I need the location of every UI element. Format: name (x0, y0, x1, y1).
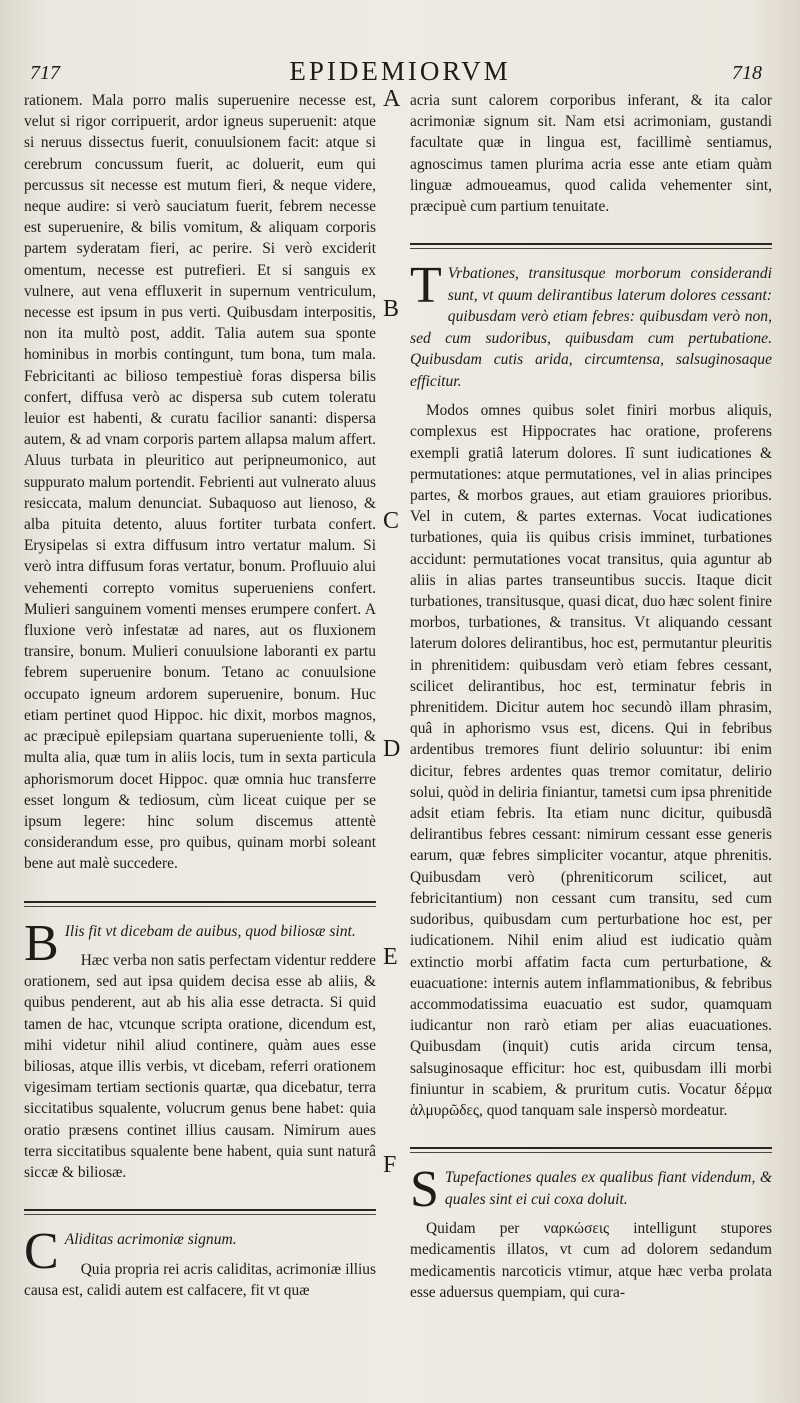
margin-letter-c: C (383, 508, 400, 534)
lemma-heading (24, 914, 376, 972)
commentary-paragraph: acria sunt calorem corporibus inferant, & ita calor acrimoniæ signum sit. Nam etsi acrimoniam, gustandi facultate quæ in lingua est, facillimè sentiamus, agnoscimus tamen plurima acria esse ante etiam quàm linguæ admoueamus, quod calida vehementer sint, præcipuè cum partium tenuitate. (410, 92, 772, 216)
margin-letter-b: B (383, 296, 400, 322)
running-title: EPIDEMIORVM (289, 56, 511, 86)
page-number-right: 718 (732, 62, 762, 84)
commentary-paragraph: Quidam per ναρκώσεις intelligunt stupores medicamentis illatos, vt cum ad dolorem sedandum medicamentis narcoticis vtimur, atque hæc verba prolata esse aduersus quempiam, qui cura- (410, 1220, 772, 1301)
lemma-text: Tupefactiones quales ex qualibus fiant videndum, & quales sint ei cui coxa doluit. (444, 1169, 772, 1208)
section-rule (410, 1147, 772, 1153)
lemma-text: Vrbationes, transitusque morborum considerandi sunt, vt quum delirantibus laterum dolores cessant: quibusdam verò etiam febres: quibusdam verò non, sed cum sudoribus, quibusdam cum pertubatione. Quibusdam cutis arida, circumtensa, salsuginosaque efficitur. (410, 265, 772, 390)
section-rule (24, 1209, 376, 1215)
lemma-heading (410, 1161, 772, 1219)
commentary-paragraph: Hæc verba non satis perfectam videntur reddere orationem, sed aut ipsa quidem decisa esse ab aliis, & quibus penderent, aut ab his alia esse detracta. Si quid tamen de hac, vtcunque scripta oratione, dicendum est, mihi videtur nihil aliud continere, quàm aues esse biliosas, atque illis verbis, vt dicebam, referri orationem vigesimam tertiam sectionis quartæ, qua dicebatur, terra siccitatibus squalente, volucrum genus bene habet: quia oratio præsens continet illius causam. Nimirum aues terra siccitatibus squalente bene habent, quia sunt naturâ siccæ & biliosæ. (24, 952, 376, 1182)
commentary-paragraph: rationem. Mala porro malis superuenire necesse est, velut si rigor corripuerit, ardor igneus superuenit: atque si neruus dissectus fuerit, conuulsionem facit: atque si cerebrum concussum fuerit, ac doluerit, eum qui percussus sit necesse est mutum fieri, & neque videre, neque audire: si verò sauciatum fuerit, febrem necesse est superuenire, & bilis vomitum, & aliquam corporis partem syderatam fieri, ac perire. Si verò exciderit omentum, necesse est putrefieri. Et si sanguis ex vulnere, aut vena effluxerit in supernum ventriculum, necesse est ipsum in pus verti. Quibusdam interpositis, non ita multò post, addit. Talia autem sua sponte hominibus in morbis contingunt, tum bona, tum mala. Febricitanti ac bilioso tempestiuè foras dispersa bilis confert, diffusa verò ac dispersa sub cutem toleratu leuior est habenti, & curatu facilior sananti: dispersa autem, & ad vnam corporis partem allapsa malum affert. Aluus turbata in pleuritico aut peripneumonico, aut suppurato malum portendit. Febrienti aut vulnerato aluus resiccata, malum denunciat. Subaquoso aut lienoso, & alba pituita detento, aluus fortiter turbata confert. Erysipelas si extra diffusum intro vertatur malum. Si verò intra diffusum foras vertatur, bonum. Profluuio alui vehementi correpto vomitus superueniens confert. Mulieri sanguinem vomenti menses erumpere confert. A fluxione verò infestatæ ad nares, aut os fluxionem transire, bonum. Mulieri conuulsione laboranti ex partu febrem superuenire bonum. Tetano ac conuulsione occupato igneum ardorem superuenire, bonum. Huc etiam pertinet quod Hippoc. hic dixit, morbos magnos, ac præcipuè epilepsiam quartana superueniente tolli, & multa alia, quæ tum in aliis locis, tum in sexta particula aphorismorum docet Hippoc. quæ omnia huc transferre esset longum & tediosum, cùm liceat cuique per se ipsum legere: hinc solum discemus attentè considerandum esse, pro quibus, quinam morbi soleant bene aut malè succedere. (24, 92, 376, 873)
section-rule (24, 901, 376, 907)
drop-cap: T (410, 257, 442, 315)
section-rule (410, 243, 772, 249)
commentary-paragraph: Quia propria rei acris caliditas, acrimoniæ illius causa est, calidi autem est calfacere, fit vt quæ (24, 1260, 376, 1299)
commentary-paragraph: Modos omnes quibus solet finiri morbus aliquis, complexus est Hippocrates hac oratione, proferens exempli gratiâ laterum dolores. Iî sunt iudicationes & permutationes: atque permutationes, vel in alias principes partes, & morbos graues, aut etiam grauiores prioribus. Vel in cutem, & partes externas. Vocat iudicationes turbationes, quia iis quibus crisis imminet, turbationes accidunt: permutationes vocat transitus, quia aguntur ab aliis in alias partes transeuntibus succis. Itaque dicit turbationes, transitusque, quasi dicat, duo hæc solent finire morbos, turbationes, & transitus. Vt aliquando cessant laterum dolores delirantibus, hoc est, permutantur pleuritis in phrenitidem: quibusdam verò etiam febres cessant, scilicet delirantibus, hoc est, terminatur febris in phrenitidem. Dicitur autem hoc secundò illam phrasim, quâ in aphorismo vsus est, dicens. Qui in febribus ardentibus tremores fiunt delirio soluuntur: ibi enim dicitur, febres ardentes quas tremor comitatur, delirio solui, quòd in deliria finiantur, tametsi cum ipsa phrenitide adsit etiam febris. Ita etiam nunc dicitur, quibusdã delirantibus febres cessant: nimirum cessant esse generis earum, quæ febres simpliciter vocantur, atque phrenitis. Quibusdam verò (phreniticorum scilicet, aut febricitantium) non cessant cum transitu, sed cum sudoribus, quibusdam cum perturbatione hoc est, per iudicationem. Nihil enim aliud est iudicatio quàm extinctio morbi affatim facta cum perturbatione, & euacuatione: internis autem inflammationibus, & febribus accommodatissima euacuatio est sudor, quamquam iudicantur non rarò etiam per alias euacuationes. Quibusdam (inquit) cutis arida circum tensa, salsuginosaque efficitur: hoc est, quibusdam illi morbi finiuntur in scabiem, & pruritum cutis. Vocatur δέρμα ἁλμυρῶδες, quod tanquam sale inspersò mordeatur. (410, 402, 772, 1119)
margin-letter-e: E (383, 944, 398, 970)
lemma-text: Ilis fit vt dicebam de auibus, quod biliosæ sint. (64, 922, 356, 940)
drop-cap: B (24, 914, 59, 972)
drop-cap: S (410, 1161, 439, 1219)
lemma-heading (410, 257, 772, 392)
page-number-left: 717 (30, 62, 60, 84)
margin-letter-a: A (383, 86, 401, 112)
margin-letter-f: F (383, 1152, 397, 1178)
right-column (410, 90, 772, 1303)
left-column (24, 90, 376, 1301)
drop-cap: C (24, 1223, 59, 1281)
lemma-text: Aliditas acrimoniæ signum. (64, 1231, 237, 1249)
margin-letter-d: D (383, 736, 401, 762)
